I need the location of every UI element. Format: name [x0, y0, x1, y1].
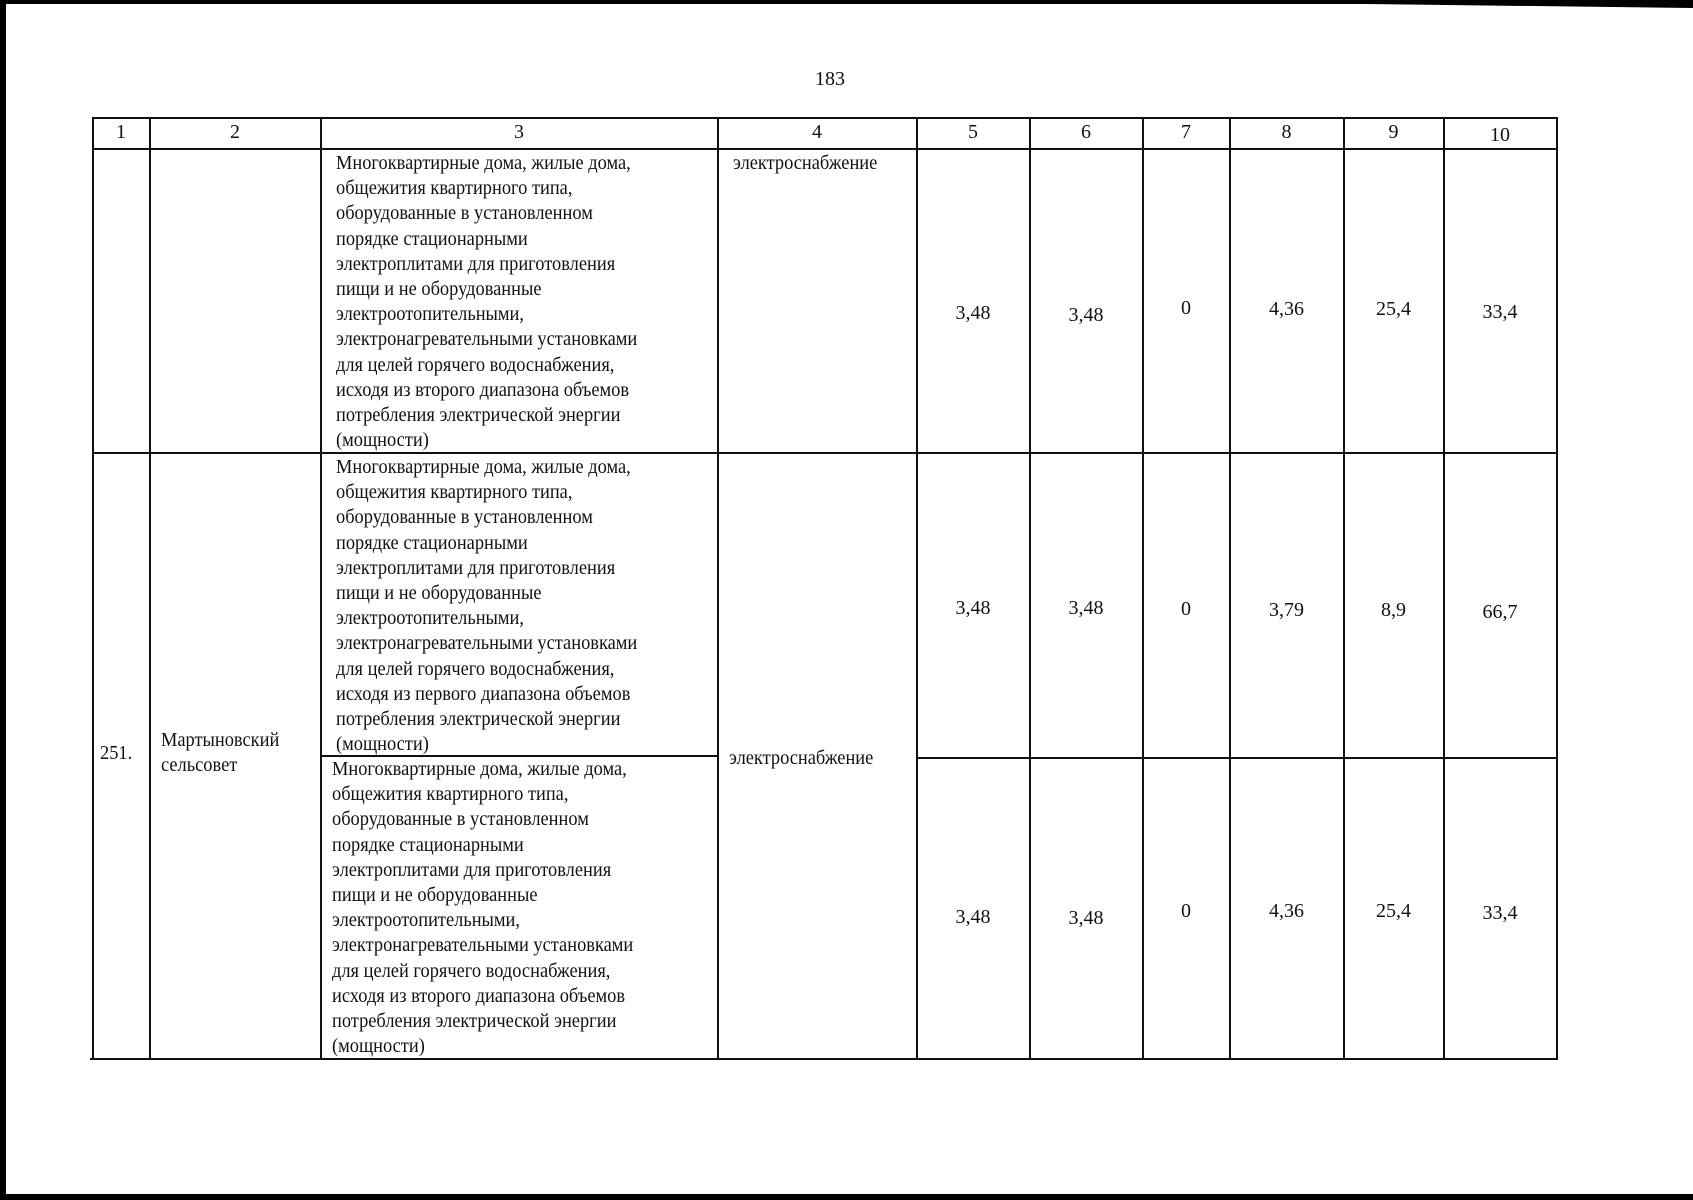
header-col-4: 4: [812, 121, 822, 143]
municipality-name-line: сельсовет: [161, 754, 238, 777]
table-bottom-border: [90, 1058, 1557, 1060]
row2-utility-type: электроснабжение: [729, 747, 874, 769]
row2-col10-value: 66,7: [1482, 601, 1518, 623]
row3-line: Многоквартирные дома, жилые дома,: [332, 758, 627, 780]
row1-line: потребления электрической энергии: [336, 404, 621, 427]
header-col-7: 7: [1181, 121, 1191, 143]
row2-line: потребления электрической энергии: [336, 708, 621, 731]
row2-line: электроплитами для приготовления: [336, 556, 616, 579]
row3-line: электронагревательными установками: [332, 934, 634, 957]
col1-col2-border: [149, 117, 151, 1060]
row1-line: электроплитами для приготовления: [336, 252, 616, 275]
header-col-1: 1: [116, 121, 126, 143]
municipality-name: [161, 728, 279, 778]
row-number: 251.: [100, 742, 133, 764]
row1-line: электроотопительными,: [336, 303, 525, 326]
header-col-10: 10: [1490, 124, 1510, 146]
row2-line: для целей горячего водоснабжения,: [336, 657, 615, 680]
row2-line: пищи и не оборудованные: [336, 582, 542, 605]
row1-col9-value: 25,4: [1376, 298, 1411, 320]
header-bottom-border: [93, 148, 1557, 150]
row3-line: порядке стационарными: [332, 833, 524, 856]
row1-line: Многоквартирные дома, жилые дома,: [336, 152, 631, 174]
row3-consumer-category: [332, 757, 633, 1059]
row1-line: оборудованные в установленном: [336, 202, 593, 225]
row3-line: пищи и не оборудованные: [332, 884, 538, 907]
row2-line: электроотопительными,: [336, 607, 525, 630]
row1-bottom-border: [93, 452, 1557, 454]
row1-line: пищи и не оборудованные: [336, 278, 542, 301]
header-col-5: 5: [968, 121, 978, 143]
page-number: 183: [815, 68, 845, 90]
row3-line: оборудованные в установленном: [332, 808, 589, 831]
row3-col10-value: 33,4: [1482, 902, 1518, 924]
row1-line: (мощности): [336, 429, 429, 452]
row2-line: электронагревательными установками: [336, 632, 638, 655]
municipality-name-line: Мартыновский: [161, 729, 280, 751]
row1-col6-value: 3,48: [1068, 304, 1104, 326]
row2-line: исходя из первого диапазона объемов: [336, 682, 631, 705]
row2-line: общежития квартирного типа,: [336, 481, 573, 504]
row1-line: для целей горячего водоснабжения,: [336, 353, 615, 376]
row3-line: исходя из второго диапазона объемов: [332, 984, 626, 1007]
header-col-8: 8: [1281, 121, 1292, 143]
row1-col8-value: 4,36: [1269, 298, 1304, 320]
row3-col8-value: 4,36: [1269, 900, 1304, 922]
row2-col5-value: 3,48: [955, 597, 991, 619]
row1-line: электронагревательными установками: [336, 328, 638, 351]
row3-line: (мощности): [332, 1035, 425, 1058]
row2-col6-value: 3,48: [1068, 597, 1104, 619]
row2-col8-value: 3,79: [1269, 599, 1304, 621]
row2-consumer-category: [336, 455, 637, 757]
row1-utility-type: электроснабжение: [733, 152, 878, 174]
row1-line: исходя из второго диапазона объемов: [336, 378, 630, 401]
row1-consumer-category: [336, 151, 637, 453]
header-col-3: 3: [514, 121, 524, 143]
row3-line: потребления электрической энергии: [332, 1010, 617, 1033]
row1-col7-value: 0: [1181, 297, 1191, 319]
row3-col5-value: 3,48: [955, 906, 991, 928]
row3-line: общежития квартирного типа,: [332, 783, 569, 806]
row1-line: порядке стационарными: [336, 227, 528, 250]
row1-line: общежития квартирного типа,: [336, 177, 573, 200]
table-right-border: [1556, 117, 1558, 1060]
row3-col6-value: 3,48: [1068, 907, 1104, 929]
header-col-2: 2: [230, 121, 240, 143]
row2-line: порядке стационарными: [336, 531, 528, 554]
header-col-9: 9: [1388, 121, 1399, 143]
table-left-border: [92, 117, 94, 1060]
row2-col7-value: 0: [1181, 598, 1191, 620]
row2-line: (мощности): [336, 733, 429, 756]
row1-col10-value: 33,4: [1482, 301, 1518, 323]
row3-line: электроплитами для приготовления: [332, 858, 612, 881]
row2-bottom-border-cols5-10: [917, 757, 1557, 759]
row3-col9-value: 25,4: [1376, 900, 1411, 922]
row3-col7-value: 0: [1181, 900, 1191, 922]
row3-line: для целей горячего водоснабжения,: [332, 959, 611, 982]
row2-line: Многоквартирные дома, жилые дома,: [336, 456, 631, 478]
col3-col4-border: [717, 117, 719, 1060]
col2-col3-border: [320, 117, 322, 1060]
row2-col9-value: 8,9: [1381, 599, 1406, 621]
row1-col5-value: 3,48: [955, 302, 991, 324]
header-col-6: 6: [1081, 121, 1091, 143]
row3-line: электроотопительными,: [332, 909, 521, 932]
row2-line: оборудованные в установленном: [336, 506, 593, 529]
